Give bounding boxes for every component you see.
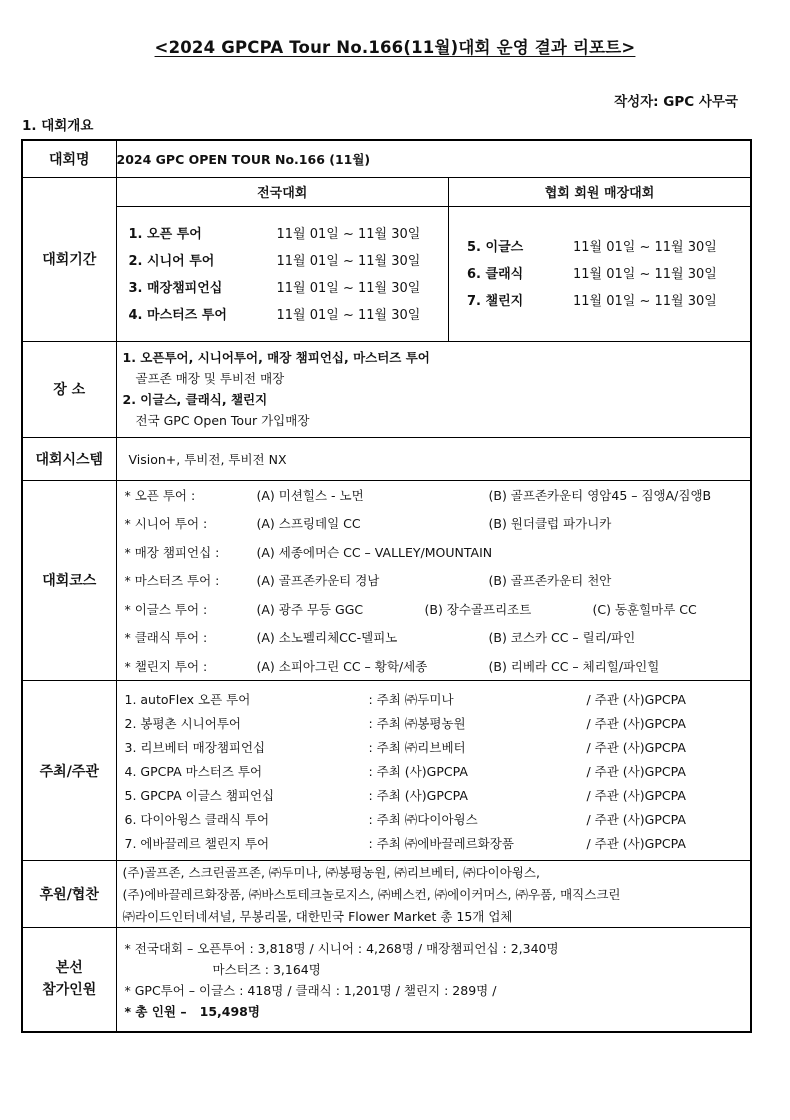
- sponsors-list: [116, 861, 751, 928]
- row-event-name: [22, 140, 751, 177]
- course-a: (A) 소노펠리체CC-델피노: [256, 630, 398, 646]
- course-a: (A) 광주 무등 GGC: [256, 601, 364, 617]
- host-operator: / 주관 (사)GPCPA: [586, 715, 686, 731]
- label-system: 대회시스템: [22, 437, 116, 480]
- courses-list: [116, 480, 751, 681]
- sponsor-line: (주)골프존, 스크린골프존, ㈜두미나, ㈜봉평농원, ㈜리브베터, ㈜다이아윙스,: [122, 865, 540, 880]
- label-period: 대회기간: [22, 177, 116, 341]
- host-organizer: : 주최 ㈜리브베터: [368, 739, 466, 755]
- host-item: [125, 687, 751, 711]
- course-tour: * 매장 챔피언십 :: [124, 544, 220, 560]
- sponsor-line: ㈜라이드인터네셔널, 무봉리몰, 대한민국 Flower Market 총 15개 업체: [122, 909, 513, 924]
- host-organizer: : 주최 ㈜에바끌레르화장품: [368, 835, 514, 851]
- course-b: (B) 골프존카운티 영암45 – 짐앵A/짐앵B: [488, 487, 712, 503]
- label-participants-line2: 참가인원: [42, 982, 97, 999]
- host-organizer: : 주최 (사)GPCPA: [368, 763, 468, 779]
- overview-table: [21, 139, 752, 1033]
- course-a: (A) 소피아그린 CC – 황학/세종: [256, 658, 428, 674]
- course-tour: * 시니어 투어 :: [124, 516, 208, 532]
- member-list: [449, 207, 751, 341]
- period-item-dates: 11월 01일 ~ 11월 30일: [276, 307, 421, 323]
- period-item-name: 2. 시니어 투어: [128, 253, 215, 269]
- host-tour-name: 6. 다이아윙스 클래식 투어: [124, 811, 270, 827]
- period-item-dates: 11월 01일 ~ 11월 30일: [573, 240, 717, 256]
- participants-line-1: * 전국대회 – 오픈투어 : 3,818명 / 시니어 : 4,268명 / 매장챔피언십 : 2,340명: [124, 940, 559, 956]
- course-tour: * 오픈 투어 :: [124, 487, 196, 503]
- system-value: Vision+, 투비전, 투비전 NX: [116, 437, 751, 480]
- participants-total: * 총 인원 – 15,498명: [124, 1003, 260, 1019]
- course-a: (A) 미션힐스 - 노먼: [256, 487, 364, 503]
- course-a: (A) 세종에머슨 CC – VALLEY/MOUNTAIN: [256, 544, 493, 560]
- host-item: [125, 807, 751, 831]
- venue-line-3: 2. 이글스, 클래식, 챌린지: [122, 392, 268, 407]
- course-c: (C) 동훈힐마루 CC: [592, 601, 697, 617]
- period-item-name: 1. 오픈 투어: [128, 226, 202, 242]
- period-item-dates: 11월 01일 ~ 11월 30일: [573, 294, 717, 310]
- hosts-list: [116, 681, 751, 861]
- label-courses: 대회코스: [22, 480, 116, 681]
- course-item: [125, 595, 751, 624]
- host-tour-name: 1. autoFlex 오픈 투어: [124, 691, 251, 707]
- host-item: [125, 783, 751, 807]
- host-operator: / 주관 (사)GPCPA: [586, 763, 686, 779]
- course-item: [125, 652, 751, 681]
- period-item: [467, 232, 750, 259]
- course-tour: * 이글스 투어 :: [124, 601, 208, 617]
- period-item: [129, 273, 449, 300]
- host-operator: / 주관 (사)GPCPA: [586, 739, 686, 755]
- period-item: [467, 259, 750, 286]
- report-title: <2024 GPCPA Tour No.166(11월)대회 운영 결과 리포트>: [154, 38, 636, 57]
- course-tour: * 클래식 투어 :: [124, 630, 208, 646]
- host-tour-name: 4. GPCPA 마스터즈 투어: [124, 763, 263, 779]
- host-item: [125, 711, 751, 735]
- host-operator: / 주관 (사)GPCPA: [586, 835, 686, 851]
- period-item-name: 4. 마스터즈 투어: [128, 307, 227, 323]
- period-item-dates: 11월 01일 ~ 11월 30일: [276, 253, 421, 269]
- period-item-dates: 11월 01일 ~ 11월 30일: [276, 226, 421, 242]
- host-organizer: : 주최 ㈜봉평농원: [368, 715, 466, 731]
- period-item-dates: 11월 01일 ~ 11월 30일: [276, 280, 421, 296]
- host-operator: / 주관 (사)GPCPA: [586, 691, 686, 707]
- label-participants-line1: 본선: [55, 960, 83, 977]
- course-a: (A) 골프존카운티 경남: [256, 573, 380, 589]
- course-tour: * 마스터즈 투어 :: [124, 573, 220, 589]
- course-item: [125, 509, 751, 538]
- course-b: (B) 골프존카운티 천안: [488, 573, 612, 589]
- label-participants: [22, 928, 116, 1032]
- sponsor-line: (주)에바끌레르화장품, ㈜바스토테크놀로지스, ㈜베스컨, ㈜에이커머스, ㈜우품, 매직스크린: [122, 887, 621, 902]
- period-item-name: 7. 챌린지: [467, 294, 524, 310]
- row-system: [22, 437, 751, 480]
- venue-line-4: 전국 GPC Open Tour 가입매장: [135, 413, 310, 428]
- host-tour-name: 5. GPCPA 이글스 챔피언십: [124, 787, 275, 803]
- venue-line-1: 1. 오픈투어, 시니어투어, 매장 챔피언십, 마스터즈 투어: [122, 350, 430, 365]
- period-item: [467, 286, 750, 313]
- host-tour-name: 2. 봉평촌 시니어투어: [124, 715, 241, 731]
- row-venue: [22, 341, 751, 437]
- course-b: (B) 리베라 CC – 체리힐/파인힐: [488, 658, 660, 674]
- row-courses: [22, 480, 751, 681]
- row-participants: [22, 928, 751, 1032]
- label-sponsors: 후원/협찬: [22, 861, 116, 928]
- row-sponsors: [22, 861, 751, 928]
- period-item: [129, 219, 449, 246]
- host-operator: / 주관 (사)GPCPA: [586, 811, 686, 827]
- course-a: (A) 스프링데일 CC: [256, 516, 361, 532]
- national-header: 전국대회: [117, 178, 449, 207]
- period-item-name: 6. 클래식: [467, 267, 524, 283]
- course-b: (B) 원더클럽 파가니카: [488, 516, 612, 532]
- participants-line-3: * GPC투어 – 이글스 : 418명 / 클래식 : 1,201명 / 챌린지 : 289명 /: [124, 982, 497, 998]
- course-item: [125, 566, 751, 595]
- period-subtable: [117, 178, 751, 341]
- host-organizer: : 주최 ㈜두미나: [368, 691, 454, 707]
- participants-line-2: 마스터즈 : 3,164명: [212, 961, 321, 977]
- author-label: 작성자: GPC 사무국: [614, 94, 738, 110]
- course-item: [125, 538, 751, 567]
- period-item: [129, 246, 449, 273]
- label-event-name: 대회명: [22, 140, 116, 177]
- host-item: [125, 735, 751, 759]
- venue-line-2: 골프존 매장 및 투비전 매장: [135, 371, 285, 386]
- host-tour-name: 3. 리브베터 매장챔피언십: [124, 739, 266, 755]
- course-tour: * 챌린지 투어 :: [124, 658, 208, 674]
- period-item-name: 5. 이글스: [467, 240, 524, 256]
- host-organizer: : 주최 ㈜다이아윙스: [368, 811, 478, 827]
- host-operator: / 주관 (사)GPCPA: [586, 787, 686, 803]
- period-item-dates: 11월 01일 ~ 11월 30일: [573, 267, 717, 283]
- label-hosts: 주최/주관: [22, 681, 116, 861]
- section-heading: 1. 대회개요: [22, 118, 94, 134]
- label-venue: 장 소: [22, 341, 116, 437]
- event-name-value: 2024 GPC OPEN TOUR No.166 (11월): [116, 140, 751, 177]
- host-item: [125, 759, 751, 783]
- member-header: 협회 회원 매장대회: [449, 178, 751, 207]
- national-list: [117, 207, 449, 341]
- host-item: [125, 831, 751, 855]
- row-hosts: [22, 681, 751, 861]
- period-item: [129, 300, 449, 327]
- course-item: [125, 623, 751, 652]
- host-organizer: : 주최 (사)GPCPA: [368, 787, 468, 803]
- period-item-name: 3. 매장챔피언십: [128, 280, 223, 296]
- course-b: (B) 장수골프리조트: [424, 601, 532, 617]
- course-b: (B) 코스카 CC – 릴리/파인: [488, 630, 636, 646]
- host-tour-name: 7. 에바끌레르 챌린지 투어: [124, 835, 270, 851]
- participants-list: [116, 928, 751, 1032]
- row-period: [22, 177, 751, 341]
- course-item: [125, 481, 751, 510]
